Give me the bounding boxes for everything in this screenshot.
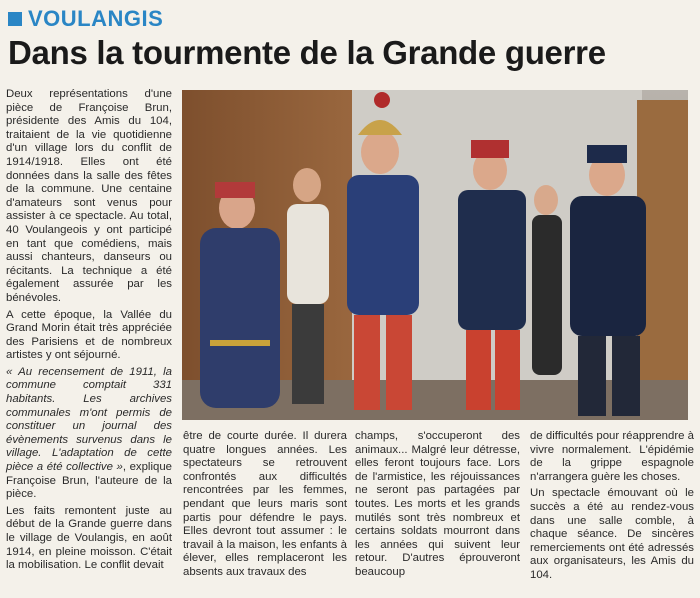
paragraph: champs, s'occuperont des animaux... Malgré leur détresse, elles feront toujours face. Lors de l'armistice, les réjouissances ne seront pas partagées par toutes. Les morts et les grands mutilés sont très nombreux et certains soldats mourront dans les années qui suivent leur retour. D'autres éprouveront beaucoup [355,430,520,578]
section-label: VOULANGIS [28,6,164,31]
article-column-3 [355,430,520,583]
paragraph: de difficultés pour réapprendre à vivre normalement. L'épidémie de la grippe espagnole n'arrangera guère les choses. [530,430,694,483]
paragraph: Un spectacle émouvant où le succès a été au rendez-vous dans une salle comble, à chaque séance. De sincères remerciements ont été adressés aux organisateurs, les Amis du 104. [530,487,694,581]
article-headline: Dans la tourmente de la Grande guerre [8,34,606,71]
quote: « Au recensement de 1911, la commune comptait 331 habitants. Les archives communales m'ont permis de constituer un journal des évènements survenus dans le village. L'adaptation de cette pièce a été collective » [6,365,172,474]
blue-square-icon [8,12,22,26]
theatre-costumes-photo [182,90,688,420]
quote-attribution: , explique Françoise Brun, l'auteure de la pièce. [6,461,173,501]
paragraph [6,366,172,502]
paragraph: A cette époque, la Vallée du Grand Morin était très appréciée des Parisiens et de nombreux artistes y ont séjourné. [6,308,172,362]
paragraph: être de courte durée. Il durera quatre longues années. Les spectateurs se retrouvent confrontés aux difficultés rencontrées par les femmes, pendant que leurs maris sont partis pour défendre le pays. Elles devront tout assumer : le travail à la maison, les enfants à élever, elles remplaceront les absents aux travaux des [183,430,347,578]
article-column-1 [6,88,172,576]
article-column-2 [183,430,347,583]
paragraph: Les faits remontent juste au début de la Grande guerre dans le village de Voulangis, en août 1914, en pleine moisson. C'était la mobilisation. Le conflit devait [6,504,172,572]
photo-illustration [182,90,688,420]
article-column-4 [530,430,694,586]
section-kicker [8,6,163,32]
paragraph: Deux représentations d'une pièce de Françoise Brun, présidente des Amis du 104, traitaient de la vie quotidienne d'un village lors du conflit de 1914/1918. Elles ont été données dans la salle des fêtes de la commune. Une centaine d'amateurs sont venus pour assister à ce spectacle. Au total, 40 Voulangeois y ont participé en tant que comédiens, mais aussi chanteurs, danseurs ou récitants. La technique a été également assurée par les bénévoles. [6,88,172,304]
